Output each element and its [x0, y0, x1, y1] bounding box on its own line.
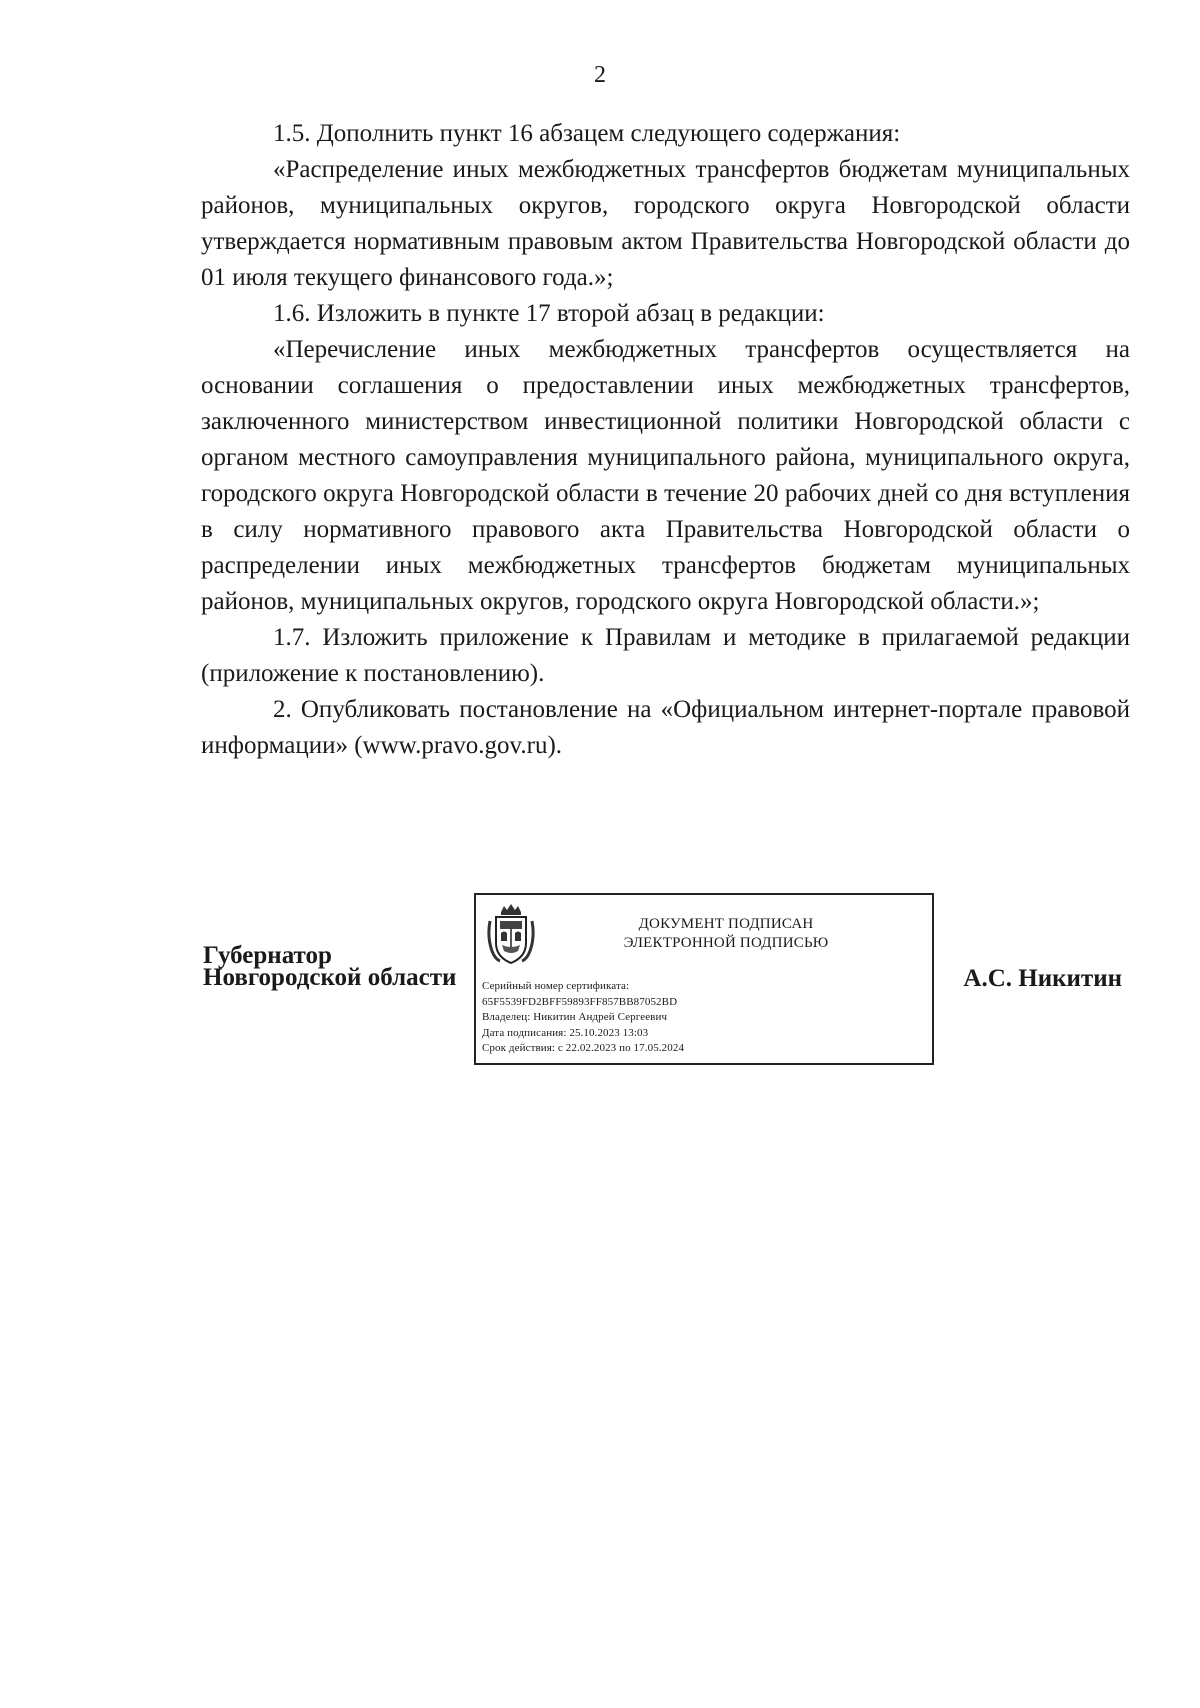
paragraph-2: 2. Опубликовать постановление на «Официальном интернет-портале правовой информации» (www.pravo.gov.ru).: [201, 696, 1130, 759]
signer-name: А.С. Никитин: [963, 965, 1122, 992]
signature-block: [201, 893, 1130, 1073]
paragraph-1-5-quote: «Распределение иных межбюджетных трансфертов бюджетам муниципальных районов, муниципальных округов, городского округа Новгородской области утверждается нормативным правовым актом Правительства Новгородской области до 01 июля текущего финансового года.»;: [201, 156, 1130, 291]
esign-owner: Владелец: Никитин Андрей Сергеевич: [482, 1011, 668, 1023]
document-body: [201, 116, 1130, 764]
paragraph-1-6-quote: «Перечисление иных межбюджетных трансфертов осуществляется на основании соглашения о предоставлении иных межбюджетных трансфертов, заключенного министерством инвестиционной политики Новгородской области с органом местного самоуправления муниципального района, муниципального округа, городского округа Новгородской области в течение 20 рабочих дней со дня вступления в силу нормативного правового акта Правительства Новгородской области о распределении иных межбюджетных трансфертов бюджетам муниципальных районов, муниципальных округов, городского округа Новгородской области.»;: [201, 336, 1130, 615]
electronic-signature-stamp: [474, 893, 934, 1065]
esign-details: [482, 979, 684, 1057]
paragraph-1-7: 1.7. Изложить приложение к Правилам и методике в прилагаемой редакции (приложение к постановлению).: [201, 624, 1130, 687]
paragraph-1-5: 1.5. Дополнить пункт 16 абзацем следующего содержания:: [273, 120, 901, 147]
esign-validity: Срок действия: с 22.02.2023 по 17.05.2024: [482, 1042, 685, 1054]
esign-serial-label: Серийный номер сертификата:: [482, 980, 630, 992]
coat-of-arms-icon: [486, 903, 536, 967]
signer-position-line1: Губернатор: [203, 942, 332, 969]
esign-header-line1: ДОКУМЕНТ ПОДПИСАН: [638, 916, 814, 932]
signer-position: [203, 942, 457, 991]
signer-position-line2: Новгородской области: [203, 964, 457, 991]
esign-header-line2: ЭЛЕКТРОННОЙ ПОДПИСЬЮ: [623, 935, 829, 951]
esign-header: [556, 915, 896, 953]
paragraph-1-6: 1.6. Изложить в пункте 17 второй абзац в редакции:: [273, 300, 825, 327]
page-number: 2: [594, 62, 606, 88]
esign-serial-value: 65F5539FD2BFF59893FF857BB87052BD: [482, 995, 678, 1008]
esign-signed-date: Дата подписания: 25.10.2023 13:03: [482, 1026, 649, 1039]
